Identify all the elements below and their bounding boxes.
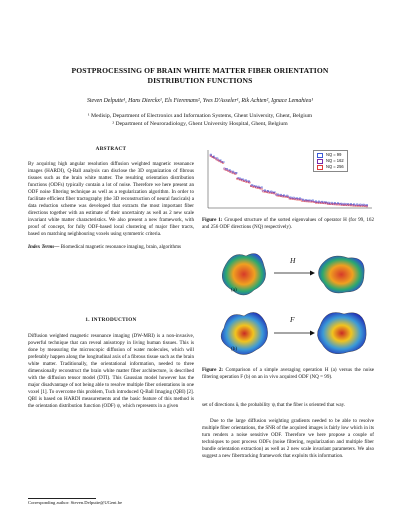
index-terms bbox=[28, 244, 194, 251]
introduction-section bbox=[28, 317, 194, 409]
series-256-point bbox=[301, 200, 303, 201]
figure-2-label-b: (b) bbox=[231, 346, 238, 352]
odf-glyph-a-averaged bbox=[318, 256, 364, 293]
abstract-section bbox=[28, 146, 194, 251]
legend-label-162: NQ = 162 bbox=[326, 158, 344, 163]
affiliations bbox=[14, 112, 386, 128]
eigenvalue-plot bbox=[202, 146, 374, 212]
figure-2-caption bbox=[202, 367, 374, 381]
abstract-text: By acquiring high angular resolution diffusion weighted magnetic resonance images (HARDI), Q-Ball analysis can disclose the 3D organization of fibrous tissues such as the brain white matter. The resulting orientation distribution functions (ODFs) typically contain a lot of noise. Therefore we here present an ODF noise filtering technique as well as a regularization algorithm. In order to facilitate efficient fiber tractography (the 3D reconstruction of neural fascicals) a data reduction scheme was developed that extracts the most important fiber directions together with an estimate of their uncertainty as well as 2 new scale invariant white matter characteristics. We also present a new framework, with proof of concept, for fully ODF-based local clustering of major fiber tracts, based on matching neighbouring voxels using symmetric criteria. bbox=[28, 161, 194, 237]
figure-2-label-a: (a) bbox=[231, 287, 237, 293]
affiliation-2: ² Department of Neuroradiology, Ghent University Hospital, Ghent, Belgium bbox=[112, 121, 288, 128]
right-column-text-1: set of directions ûᵢ the probability ψᵢ that the fiber is oriented that way. bbox=[202, 402, 346, 408]
figure-2-text: Comparison of a simple averaging operation H (a) versus the noise filtering operation F (b) on an in vivo acquired ODF (NQ = 99). bbox=[202, 367, 374, 380]
right-column-text-2: Due to the large diffusion weighting gradients needed to be able to resolve multiple fiber orientations, the SNR of the acquired images is fairly low which in its turn renders a noise sensitive ODF. Therefore we here propose a couple of techniques to post process ODFs (noise filtering, regularization and multiple fiber bundle orientation extraction) as well as 2 new scale invariant parameters. We also suggest a new fibertracking framework that exploits this information. bbox=[202, 418, 374, 459]
series-99-point bbox=[306, 199, 308, 200]
plot-legend bbox=[313, 150, 348, 172]
series-256-point bbox=[222, 163, 224, 164]
author-list: Steven Delputte¹, Hans Dierckx¹, Els Fieremans², Yves D'Asseler¹, Rik Achten², Ignace Lemahieu¹ bbox=[87, 98, 313, 104]
footnote-rule bbox=[28, 498, 96, 499]
paper-title bbox=[20, 66, 380, 85]
title-line-2: DISTRIBUTION FUNCTIONS bbox=[147, 75, 253, 85]
series-256-point bbox=[263, 191, 265, 192]
figure-1-caption bbox=[202, 217, 374, 231]
series-256-point bbox=[275, 193, 277, 194]
series-162-point bbox=[262, 190, 264, 191]
legend-marker-99 bbox=[317, 153, 323, 158]
legend-marker-256 bbox=[317, 165, 323, 170]
legend-marker-162 bbox=[317, 159, 323, 164]
figure-2-label: Figure 2: bbox=[202, 367, 224, 373]
legend-label-256: NQ = 256 bbox=[326, 164, 344, 169]
title-line-1: POSTPROCESSING OF BRAIN WHITE MATTER FIBER ORIENTATION bbox=[71, 66, 329, 75]
arrow-f bbox=[274, 331, 315, 336]
index-terms-label: Index Terms— bbox=[28, 244, 60, 251]
figure-1-label: Figure 1: bbox=[202, 217, 223, 223]
operator-f-label: F bbox=[290, 315, 295, 324]
legend-label-99: NQ = 99 bbox=[326, 152, 342, 157]
odf-glyph-b-original bbox=[221, 312, 268, 354]
introduction-heading: 1. INTRODUCTION bbox=[85, 317, 137, 323]
arrow-h bbox=[274, 271, 315, 276]
figure-1-text: Grouped structure of the sorted eigenvalues of operator H (for 99, 162 and 256 ODF directions (NQ) respectively). bbox=[202, 217, 374, 230]
series-99-point bbox=[356, 204, 358, 205]
footnote: Corresponding author: Steven.Delputte@UGent.be bbox=[28, 500, 123, 505]
affiliation-1: ¹ Medisip, Department of Electronics and Information Systems, Ghent University, Ghent, Belgium bbox=[87, 113, 313, 119]
operator-h-label: H bbox=[290, 256, 296, 265]
abstract-heading: ABSTRACT bbox=[95, 146, 127, 152]
index-terms-text: Biomedical magnetic resonance imaging, brain, algorithms bbox=[60, 244, 182, 251]
series-99-point bbox=[210, 154, 212, 155]
introduction-text: Diffusion weighted magnetic resonance imaging (DW-MRI) is a non-invasive, powerful technique that can reveal anisotropy in living human tissues. This is done by measuring the microscopic diffusion of water molecules, which will preferably happen along the longitudinal axis of a fibrous tissue such as the brain white matter. Traditionally, the orientational information, needed to three dimensionally reconstruct the brain white matter fiber architecture, is described with the diffusion tensor model (DTI). This Gaussian model however has the major disadvantage of not being able to resolve multiple fiber orientations in one voxel [1]. To overcome this problem, Tuch introduced Q-Ball Imaging (QBI) [2]. QBI is based on HARDI measurements and the basic feature of this method is the orientation distribution function (ODF) ψ, which represents in a given bbox=[28, 333, 194, 409]
legend-entry-256 bbox=[317, 164, 344, 170]
odf-glyph-b-filtered bbox=[317, 313, 366, 354]
odf-glyph-a-original bbox=[222, 254, 265, 295]
series-99-point bbox=[366, 204, 368, 205]
series-256-point bbox=[278, 195, 280, 196]
